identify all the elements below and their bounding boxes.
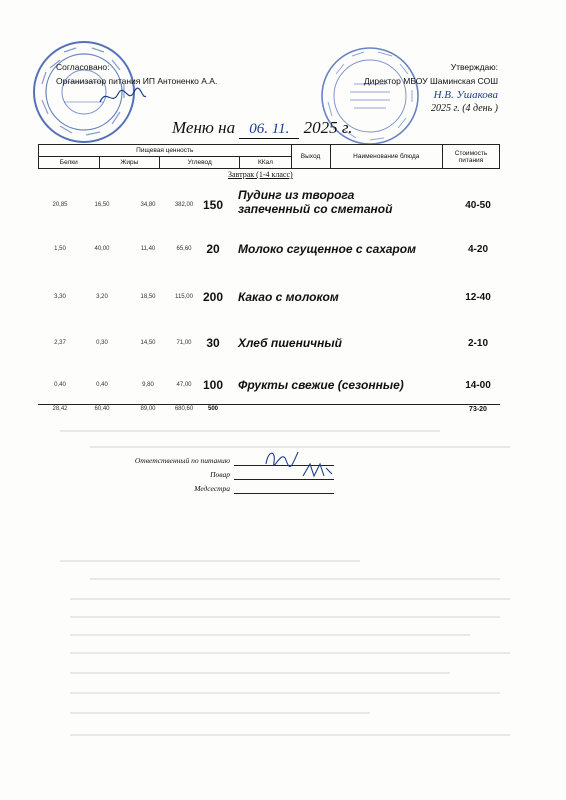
header-price: Стоимость питания — [443, 145, 500, 169]
row-dish: Молоко сгущенное с сахаром — [238, 242, 416, 256]
row-proteins: 1,50 — [54, 246, 66, 252]
total-carbs: 89,00 — [140, 406, 156, 412]
row-dish: Хлеб пшеничный — [238, 336, 342, 350]
row-price: 14-00 — [465, 380, 491, 391]
table-row — [38, 332, 508, 372]
row-proteins: 0,40 — [54, 382, 66, 388]
row-kcal: 65,60 — [176, 246, 192, 252]
agree-person: Организатор питания ИП Антоненко А.А. — [56, 76, 218, 86]
row-carbs: 11,40 — [140, 246, 156, 252]
header-yield: Выход — [291, 145, 330, 169]
sig-nurse-label: Медсестра — [194, 484, 230, 493]
row-yield: 20 — [206, 242, 220, 256]
row-price: 40-50 — [465, 200, 491, 211]
row-kcal: 47,00 — [176, 382, 192, 388]
approve-signature-name: Н.В. Ушакова — [433, 89, 498, 101]
row-dish-line1: Пудинг из творога — [238, 188, 355, 202]
row-proteins: 2,37 — [54, 340, 66, 346]
header-fats: Жиры — [99, 157, 159, 169]
totals-divider — [38, 404, 500, 405]
row-kcal: 71,00 — [176, 340, 192, 346]
approve-label: Утверждаю: — [450, 62, 498, 72]
row-kcal: 115,00 — [175, 294, 193, 300]
totals-row — [38, 406, 508, 418]
menu-date: 06. 11. — [239, 121, 299, 139]
header-dish-name: Наименование блюда — [330, 145, 442, 169]
row-carbs: 18,50 — [140, 294, 156, 300]
row-dish: Какао с молоком — [238, 290, 339, 304]
left-signature-icon — [98, 86, 148, 108]
row-dish — [238, 188, 392, 216]
row-yield: 30 — [206, 336, 220, 350]
sig-cook-label: Повар — [210, 470, 230, 479]
row-yield: 100 — [202, 378, 224, 392]
menu-title-prefix: Меню на — [172, 118, 236, 137]
row-fats: 0,40 — [96, 382, 108, 388]
header-carbs: Углевод — [160, 157, 240, 169]
agree-block — [56, 60, 217, 88]
row-fats: 16,50 — [94, 202, 110, 208]
row-fats: 0,30 — [96, 340, 108, 346]
total-kcal: 680,60 — [174, 406, 194, 412]
row-dish-line2: запеченный со сметаной — [238, 202, 393, 216]
cook-signature-icon — [300, 460, 334, 480]
sig-nurse-line — [234, 493, 334, 494]
section-title: Завтрак (1-4 класс) — [228, 170, 293, 179]
header-nutrition: Пищевая ценность — [39, 145, 292, 157]
menu-title — [172, 118, 353, 139]
menu-year: 2025 г. — [303, 118, 353, 137]
row-proteins: 20,85 — [52, 202, 68, 208]
row-fats: 40,00 — [94, 246, 110, 252]
row-dish: Фрукты свежие (сезонные) — [238, 378, 404, 392]
agree-label: Согласовано: — [56, 62, 110, 72]
row-proteins: 3,30 — [54, 294, 66, 300]
approve-person: Директор МБОУ Шаминская СОШ — [363, 76, 498, 86]
menu-table-header — [38, 144, 500, 169]
row-yield: 200 — [202, 290, 224, 304]
approve-year: 2025 г. (4 день ) — [430, 103, 498, 114]
total-fats: 60,40 — [94, 406, 110, 412]
row-carbs: 9,80 — [142, 382, 154, 388]
row-carbs: 34,80 — [140, 202, 156, 208]
row-price: 12-40 — [465, 292, 491, 303]
table-row — [38, 236, 508, 276]
table-row — [38, 186, 508, 226]
row-price: 2-10 — [467, 338, 488, 349]
total-yield: 500 — [207, 406, 218, 412]
row-fats: 3,20 — [96, 294, 108, 300]
row-kcal: 382,00 — [174, 202, 194, 208]
row-carbs: 14,50 — [140, 340, 156, 346]
header-kcal: ККал — [240, 157, 291, 169]
approve-block — [364, 60, 498, 116]
row-yield: 150 — [202, 198, 224, 212]
row-price: 4-20 — [467, 244, 488, 255]
table-row — [38, 286, 508, 326]
total-price: 73-20 — [469, 406, 487, 413]
header-proteins: Белки — [39, 157, 100, 169]
sig-responsible-label: Ответственный по питанию — [134, 456, 230, 465]
responsible-signature-icon — [262, 446, 302, 470]
total-proteins: 28,42 — [52, 406, 68, 412]
